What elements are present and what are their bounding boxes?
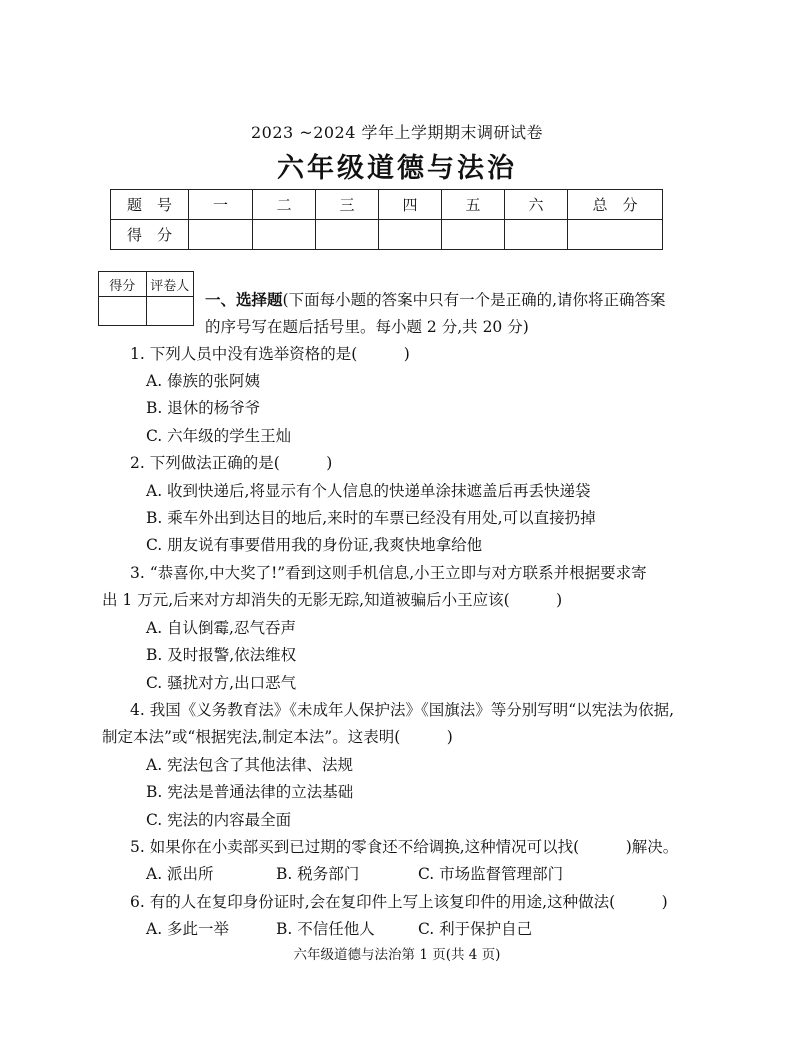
question-4-option-c: C. 宪法的内容最全面 — [146, 811, 292, 829]
question-3-stem-2: 出 1 万元,后来对方却消失的无影无踪,知道被骗后小王应该( ) — [102, 591, 563, 609]
exam-title: 六年级道德与法治 — [277, 153, 517, 184]
question-3-option-c: C. 骚扰对方,出口恶气 — [146, 674, 297, 692]
page-footer: 六年级道德与法治第 1 页(共 4 页) — [293, 947, 501, 963]
question-5-option-a: A. 派出所 — [146, 865, 214, 883]
section-1-heading: 一、选择题 — [205, 291, 283, 309]
question-6-option-b: B. 不信任他人 — [276, 920, 375, 938]
question-2-option-b: B. 乘车外出到达目的地后,来时的车票已经没有用处,可以直接扔掉 — [146, 509, 596, 527]
score-table-header-row — [111, 190, 663, 220]
score-cell-section-4: 四 — [379, 190, 442, 220]
question-2-stem: 2. 下列做法正确的是( ) — [130, 454, 333, 472]
score-table — [110, 189, 663, 250]
question-3-option-b: B. 及时报警,依法维权 — [146, 646, 297, 664]
score-input-cell[interactable] — [442, 220, 505, 250]
score-cell-section-1: 一 — [189, 190, 253, 220]
score-input-cell[interactable] — [505, 220, 568, 250]
question-5-stem: 5. 如果你在小卖部买到已过期的零食还不给调换,这种情况可以找( )解决。 — [130, 838, 679, 856]
score-input-cell[interactable] — [316, 220, 379, 250]
question-1-option-a: A. 傣族的张阿姨 — [146, 372, 261, 390]
score-input-cell[interactable] — [253, 220, 316, 250]
question-4-option-a: A. 宪法包含了其他法律、法规 — [146, 756, 354, 774]
question-6-option-a: A. 多此一举 — [146, 920, 230, 938]
score-cell-section-3: 三 — [316, 190, 379, 220]
grader-score-label: 得分 — [99, 272, 147, 297]
section-1-header — [205, 290, 666, 310]
question-6-option-c: C. 利于保护自己 — [418, 920, 533, 938]
exam-subtitle: 2023 ~2024 学年上学期期末调研试卷 — [250, 123, 544, 142]
question-4-stem-2: 制定本法”或“根据宪法,制定本法”。这表明( ) — [102, 728, 453, 746]
question-4-stem-1: 4. 我国《义务教育法》《未成年人保护法》《国旗法》等分别写明“以宪法为依据, — [130, 701, 675, 719]
question-6-stem: 6. 有的人在复印身份证时,会在复印件上写上该复印件的用途,这种做法( ) — [130, 893, 668, 911]
question-1-option-c: C. 六年级的学生王灿 — [146, 427, 292, 445]
score-cell-section-6: 六 — [505, 190, 568, 220]
score-table-score-row — [111, 220, 663, 250]
score-input-cell[interactable] — [379, 220, 442, 250]
grader-reviewer-label: 评卷人 — [146, 272, 194, 297]
score-cell-section-2: 二 — [253, 190, 316, 220]
score-input-cell[interactable] — [568, 220, 663, 250]
question-3-option-a: A. 自认倒霉,忍气吞声 — [146, 619, 296, 637]
score-row-label: 得 分 — [111, 220, 189, 250]
grader-box — [98, 271, 194, 326]
question-5-option-b: B. 税务部门 — [276, 865, 360, 883]
question-1-option-b: B. 退休的杨爷爷 — [146, 399, 261, 417]
question-1-stem: 1. 下列人员中没有选举资格的是( ) — [130, 345, 410, 363]
grader-score-cell[interactable] — [99, 297, 147, 326]
grader-reviewer-cell[interactable] — [146, 297, 194, 326]
section-1-instruction-2: 的序号写在题后括号里。每小题 2 分,共 20 分) — [205, 318, 529, 336]
question-5-option-c: C. 市场监督管理部门 — [418, 865, 564, 883]
section-1-instruction-1: (下面每小题的答案中只有一个是正确的,请你将正确答案 — [282, 291, 666, 309]
score-cell-label: 题 号 — [111, 190, 189, 220]
question-3-stem-1: 3. “恭喜你,中大奖了!”看到这则手机信息,小王立即与对方联系并根据要求寄 — [130, 564, 647, 582]
score-cell-total: 总 分 — [568, 190, 663, 220]
question-2-option-c: C. 朋友说有事要借用我的身份证,我爽快地拿给他 — [146, 536, 483, 554]
question-4-option-b: B. 宪法是普通法律的立法基础 — [146, 783, 354, 801]
score-input-cell[interactable] — [189, 220, 253, 250]
question-2-option-a: A. 收到快递后,将显示有个人信息的快递单涂抹遮盖后再丢快递袋 — [146, 482, 591, 500]
score-cell-section-5: 五 — [442, 190, 505, 220]
